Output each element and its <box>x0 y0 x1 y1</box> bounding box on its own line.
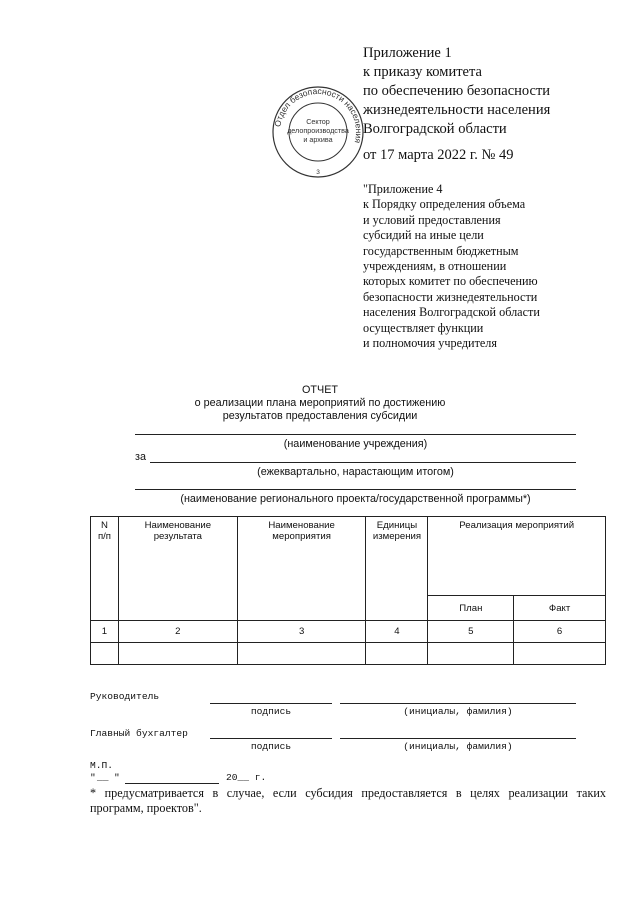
appendix-4-line: и условий предоставления <box>363 212 501 227</box>
appendix-4-line: к Порядку определения объема <box>363 197 526 212</box>
accountant-name-line[interactable] <box>340 738 576 739</box>
stamp-center-line-2: делопроизводства <box>287 126 349 135</box>
table-cell-empty[interactable] <box>237 643 366 665</box>
appendix-1-line: Волгоградской области <box>363 121 507 137</box>
period-line[interactable] <box>150 462 576 463</box>
col-header-result: Наименование результата <box>118 517 237 621</box>
mp-label: М.П. <box>90 760 114 771</box>
report-title-block <box>0 384 640 423</box>
table-cell-empty[interactable] <box>514 643 606 665</box>
date-month-line[interactable] <box>125 783 219 784</box>
appendix-4-line: учреждениям, в отношении <box>363 259 507 274</box>
col-number: 5 <box>428 621 514 643</box>
col-header-unit: Единицы измерения <box>366 517 428 621</box>
order-date-line: от 17 марта 2022 г. № 49 <box>363 147 514 163</box>
institution-line[interactable] <box>135 434 576 435</box>
accountant-label: Главный бухгалтер <box>90 728 188 739</box>
appendix-4-line: населения Волгоградской области <box>363 305 540 320</box>
head-signature-line[interactable] <box>210 703 332 704</box>
table-cell-empty[interactable] <box>366 643 428 665</box>
appendix-4-line: безопасности жизнедеятельности <box>363 289 538 304</box>
report-subtitle-1: о реализации плана мероприятий по достижению <box>194 397 446 409</box>
appendix-4-line: осуществляет функции <box>363 320 484 335</box>
accountant-signature-line[interactable] <box>210 738 332 739</box>
report-subtitle-2: результатов предоставления субсидии <box>222 410 418 422</box>
head-name-caption: (инициалы, фамилия) <box>403 706 513 717</box>
table-cell-empty[interactable] <box>91 643 119 665</box>
head-label: Руководитель <box>90 691 160 702</box>
appendix-1-line: к приказу комитета <box>363 64 482 80</box>
head-signature-caption: подпись <box>250 706 292 717</box>
date-quote-close: " <box>114 772 120 783</box>
col-number: 6 <box>514 621 606 643</box>
appendix-4-line: государственным бюджетным <box>363 243 519 258</box>
appendix-4-line: субсидий на иные цели <box>363 228 484 243</box>
appendix-4-line: которых комитет по обеспечению <box>363 274 538 289</box>
col-header-n: N п/п <box>91 517 119 621</box>
head-name-line[interactable] <box>340 703 576 704</box>
period-caption: (ежеквартально, нарастающим итогом) <box>257 466 454 478</box>
col-number: 1 <box>91 621 119 643</box>
date-day-blank[interactable]: __ <box>97 772 109 783</box>
col-number: 3 <box>237 621 366 643</box>
stamp-ring-text: Отдел безопасности населения <box>272 85 365 145</box>
accountant-name-caption: (инициалы, фамилия) <box>403 741 513 752</box>
col-header-fact: Факт <box>514 596 606 621</box>
col-header-plan: План <box>428 596 514 621</box>
stamp-seal <box>270 84 366 180</box>
col-number: 4 <box>366 621 428 643</box>
institution-caption: (наименование учреждения) <box>283 438 428 450</box>
stamp-center-line-3: и архива <box>303 135 333 144</box>
col-header-implementation: Реализация мероприятий <box>428 517 606 596</box>
appendix-1-header <box>363 44 550 139</box>
col-number: 2 <box>118 621 237 643</box>
accountant-signature-caption: подпись <box>250 741 292 752</box>
appendix-4-line: и полномочия учредителя <box>363 336 497 351</box>
report-table <box>90 516 606 665</box>
project-caption: (наименование регионального проекта/государственной программы*) <box>180 493 531 505</box>
za-label: за <box>135 451 146 463</box>
appendix-1-line: по обеспечению безопасности <box>363 83 551 99</box>
date-year: 20__ г. <box>226 772 267 783</box>
table-cell-empty[interactable] <box>118 643 237 665</box>
report-title: ОТЧЕТ <box>302 384 338 396</box>
stamp-center-line-1: Сектор <box>306 117 330 126</box>
date-quote-open: " <box>90 772 96 783</box>
table-cell-empty[interactable] <box>428 643 514 665</box>
appendix-1-line: жизнедеятельности населения <box>363 102 551 118</box>
appendix-1-line: Приложение 1 <box>363 45 452 61</box>
project-line[interactable] <box>135 489 576 490</box>
footnote: * предусматривается в случае, если субсидия предоставляется в целях реализации таких программ, проектов". <box>90 786 606 815</box>
stamp-number: 3 <box>316 169 320 176</box>
appendix-4-header <box>363 182 540 351</box>
appendix-4-line: "Приложение 4 <box>363 182 443 196</box>
col-header-event: Наименование мероприятия <box>237 517 366 621</box>
